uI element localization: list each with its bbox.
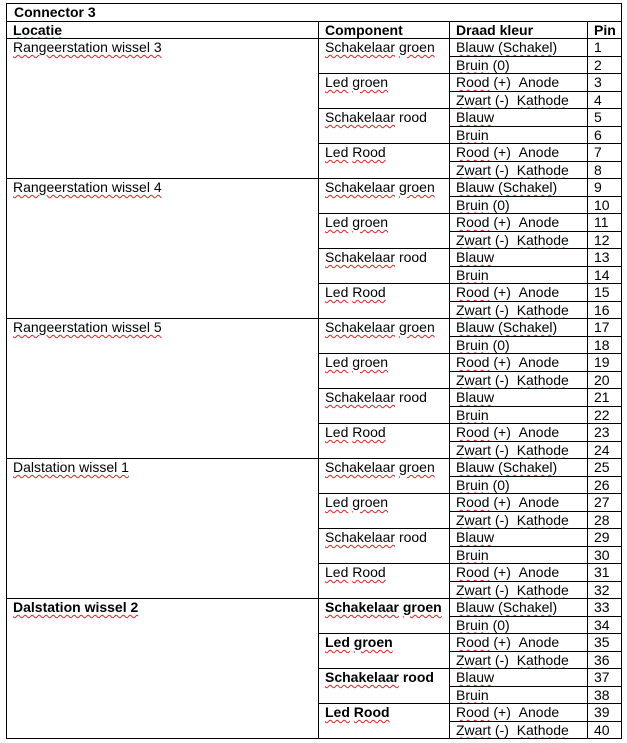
wire-color-label: Blauw (Schakel) bbox=[456, 459, 558, 475]
pin-cell: 5 bbox=[588, 109, 622, 127]
location-label: Rangeerstation wissel 4 bbox=[13, 179, 162, 195]
location-cell bbox=[7, 319, 319, 459]
pin-cell: 40 bbox=[588, 721, 622, 739]
wire-color-label: Zwart (-) Kathode bbox=[456, 441, 569, 458]
pin-cell: 25 bbox=[588, 459, 622, 477]
wire-color-cell bbox=[450, 144, 588, 162]
wire-color-cell bbox=[450, 686, 588, 704]
header-location bbox=[7, 21, 319, 39]
location-label: Rangeerstation wissel 5 bbox=[13, 319, 162, 335]
wire-color-label: Zwart (-) Kathode bbox=[456, 301, 569, 318]
wire-color-cell bbox=[450, 599, 588, 617]
table-row bbox=[7, 179, 622, 197]
pin-cell: 8 bbox=[588, 161, 622, 179]
component-cell bbox=[319, 109, 450, 144]
location-cell bbox=[7, 179, 319, 319]
pin-cell: 12 bbox=[588, 231, 622, 249]
wire-color-label: Rood (+) Anode bbox=[456, 214, 560, 230]
pin-cell: 9 bbox=[588, 179, 622, 197]
pin-cell: 10 bbox=[588, 196, 622, 214]
wire-color-cell bbox=[450, 266, 588, 284]
wire-color-cell bbox=[450, 231, 588, 249]
wire-color-label: Blauw bbox=[456, 109, 495, 125]
component-label: Schakelaar rood bbox=[325, 249, 427, 265]
wire-color-label: Blauw (Schakel) bbox=[456, 39, 558, 55]
wire-color-label: Blauw bbox=[456, 389, 495, 405]
wire-color-label: Bruin (0) bbox=[456, 336, 510, 353]
table-row bbox=[7, 319, 622, 337]
wire-color-label: Bruin (0) bbox=[456, 196, 510, 213]
pin-cell: 14 bbox=[588, 266, 622, 284]
component-cell bbox=[319, 704, 450, 739]
pin-cell: 27 bbox=[588, 494, 622, 512]
pin-cell: 4 bbox=[588, 91, 622, 109]
component-label: Led groen bbox=[325, 634, 393, 650]
wire-color-cell bbox=[450, 546, 588, 564]
component-label: Led groen bbox=[325, 214, 389, 230]
table-row bbox=[7, 39, 622, 57]
component-cell bbox=[319, 284, 450, 319]
component-cell bbox=[319, 529, 450, 564]
component-label: Schakelaar groen bbox=[325, 179, 435, 195]
wire-color-label: Bruin bbox=[456, 406, 489, 423]
location-cell bbox=[7, 39, 319, 179]
wire-color-label: Rood (+) Anode bbox=[456, 564, 560, 580]
wire-color-label: Rood (+) Anode bbox=[456, 74, 560, 90]
component-cell bbox=[319, 424, 450, 459]
pin-cell: 38 bbox=[588, 686, 622, 704]
wire-color-cell bbox=[450, 354, 588, 372]
wire-color-cell bbox=[450, 74, 588, 92]
component-cell bbox=[319, 74, 450, 109]
header-pin: Pin bbox=[588, 21, 622, 39]
wire-color-label: Rood (+) Anode bbox=[456, 424, 560, 440]
table-body bbox=[7, 39, 622, 739]
wire-color-cell bbox=[450, 564, 588, 582]
pin-cell: 34 bbox=[588, 616, 622, 634]
wire-color-cell bbox=[450, 651, 588, 669]
wire-color-label: Zwart (-) Kathode bbox=[456, 721, 569, 738]
pin-cell: 17 bbox=[588, 319, 622, 337]
pin-cell: 31 bbox=[588, 564, 622, 582]
location-cell bbox=[7, 459, 319, 599]
pin-cell: 29 bbox=[588, 529, 622, 547]
wire-color-cell bbox=[450, 581, 588, 599]
wire-color-label: Bruin bbox=[456, 266, 489, 283]
pin-cell: 22 bbox=[588, 406, 622, 424]
pin-cell: 39 bbox=[588, 704, 622, 722]
header-component: Component bbox=[319, 21, 450, 39]
wire-color-label: Blauw (Schakel) bbox=[456, 599, 558, 615]
table-title: Connector 3 bbox=[7, 4, 622, 22]
component-cell bbox=[319, 599, 450, 634]
wire-color-label: Rood (+) Anode bbox=[456, 284, 560, 300]
component-cell bbox=[319, 249, 450, 284]
pin-cell: 32 bbox=[588, 581, 622, 599]
component-cell bbox=[319, 564, 450, 599]
component-cell bbox=[319, 144, 450, 179]
component-cell bbox=[319, 39, 450, 74]
wire-color-label: Zwart (-) Kathode bbox=[456, 651, 569, 668]
wire-color-cell bbox=[450, 249, 588, 267]
wire-color-cell bbox=[450, 441, 588, 459]
component-cell bbox=[319, 634, 450, 669]
component-label: Schakelaar groen bbox=[325, 599, 442, 615]
pin-cell: 28 bbox=[588, 511, 622, 529]
pin-cell: 33 bbox=[588, 599, 622, 617]
connector-table bbox=[6, 3, 622, 739]
wire-color-label: Zwart (-) Kathode bbox=[456, 161, 569, 178]
component-label: Led groen bbox=[325, 354, 389, 370]
wire-color-cell bbox=[450, 616, 588, 634]
wire-color-label: Bruin bbox=[456, 686, 489, 703]
wire-color-cell bbox=[450, 39, 588, 57]
wire-color-label: Bruin bbox=[456, 546, 489, 563]
component-cell bbox=[319, 669, 450, 704]
wire-color-cell bbox=[450, 319, 588, 337]
component-cell bbox=[319, 179, 450, 214]
wire-color-cell bbox=[450, 389, 588, 407]
pin-cell: 20 bbox=[588, 371, 622, 389]
component-label: Led Rood bbox=[325, 424, 386, 440]
header-row bbox=[7, 21, 622, 39]
pin-cell: 18 bbox=[588, 336, 622, 354]
component-label: Schakelaar groen bbox=[325, 459, 435, 475]
wire-color-label: Zwart (-) Kathode bbox=[456, 581, 569, 598]
wire-color-cell bbox=[450, 371, 588, 389]
pin-cell: 21 bbox=[588, 389, 622, 407]
wire-color-cell bbox=[450, 214, 588, 232]
component-cell bbox=[319, 459, 450, 494]
component-label: Schakelaar rood bbox=[325, 529, 427, 545]
wire-color-cell bbox=[450, 406, 588, 424]
component-label: Led Rood bbox=[325, 144, 386, 160]
wire-color-cell bbox=[450, 511, 588, 529]
wire-color-label: Zwart (-) Kathode bbox=[456, 511, 569, 528]
table-row bbox=[7, 599, 622, 617]
location-label: Rangeerstation wissel 3 bbox=[13, 39, 162, 55]
wire-color-cell bbox=[450, 126, 588, 144]
component-label: Led groen bbox=[325, 74, 389, 90]
wire-color-label: Rood (+) Anode bbox=[456, 494, 560, 510]
component-cell bbox=[319, 354, 450, 389]
pin-cell: 23 bbox=[588, 424, 622, 442]
component-label: Led Rood bbox=[325, 284, 386, 300]
component-label: Schakelaar rood bbox=[325, 389, 427, 405]
wire-color-cell bbox=[450, 424, 588, 442]
component-label: Led Rood bbox=[325, 704, 390, 720]
wire-color-cell bbox=[450, 196, 588, 214]
wire-color-label: Blauw bbox=[456, 529, 495, 545]
pin-cell: 6 bbox=[588, 126, 622, 144]
wire-color-cell bbox=[450, 459, 588, 477]
wire-color-label: Blauw bbox=[456, 669, 495, 685]
wire-color-label: Rood (+) Anode bbox=[456, 704, 560, 720]
pin-cell: 16 bbox=[588, 301, 622, 319]
wire-color-label: Rood (+) Anode bbox=[456, 634, 560, 650]
wire-color-cell bbox=[450, 704, 588, 722]
wire-color-label: Bruin (0) bbox=[456, 616, 510, 633]
location-cell bbox=[7, 599, 319, 739]
wire-color-cell bbox=[450, 336, 588, 354]
table-row bbox=[7, 459, 622, 477]
wire-color-label: Zwart (-) Kathode bbox=[456, 371, 569, 388]
wire-color-label: Bruin bbox=[456, 126, 489, 143]
wire-color-cell bbox=[450, 179, 588, 197]
wire-color-label: Rood (+) Anode bbox=[456, 144, 560, 160]
pin-cell: 3 bbox=[588, 74, 622, 92]
component-cell bbox=[319, 389, 450, 424]
component-label: Schakelaar rood bbox=[325, 109, 427, 125]
wire-color-cell bbox=[450, 161, 588, 179]
wire-color-label: Bruin (0) bbox=[456, 476, 510, 493]
component-label: Led Rood bbox=[325, 564, 386, 580]
wire-color-cell bbox=[450, 56, 588, 74]
component-cell bbox=[319, 494, 450, 529]
wire-color-label: Blauw (Schakel) bbox=[456, 319, 558, 335]
pin-cell: 1 bbox=[588, 39, 622, 57]
wire-color-label: Rood (+) Anode bbox=[456, 354, 560, 370]
component-label: Schakelaar rood bbox=[325, 669, 434, 685]
pin-cell: 13 bbox=[588, 249, 622, 267]
wire-color-label: Zwart (-) Kathode bbox=[456, 91, 569, 108]
component-label: Schakelaar groen bbox=[325, 39, 435, 55]
location-label: Dalstation wissel 2 bbox=[13, 599, 139, 615]
wire-color-cell bbox=[450, 301, 588, 319]
pin-cell: 15 bbox=[588, 284, 622, 302]
title-row bbox=[7, 4, 622, 22]
pin-cell: 19 bbox=[588, 354, 622, 372]
wire-color-cell bbox=[450, 91, 588, 109]
component-label: Schakelaar groen bbox=[325, 319, 435, 335]
wire-color-cell bbox=[450, 284, 588, 302]
component-cell bbox=[319, 214, 450, 249]
pin-cell: 26 bbox=[588, 476, 622, 494]
wire-color-cell bbox=[450, 721, 588, 739]
wire-color-label: Zwart (-) Kathode bbox=[456, 231, 569, 248]
header-location-label: Locatie bbox=[13, 21, 63, 38]
pin-cell: 30 bbox=[588, 546, 622, 564]
pin-cell: 37 bbox=[588, 669, 622, 687]
wire-color-cell bbox=[450, 109, 588, 127]
wire-color-cell bbox=[450, 529, 588, 547]
wire-color-label: Blauw bbox=[456, 249, 495, 265]
pin-cell: 24 bbox=[588, 441, 622, 459]
pin-cell: 11 bbox=[588, 214, 622, 232]
wire-color-label: Blauw (Schakel) bbox=[456, 179, 558, 195]
component-cell bbox=[319, 319, 450, 354]
connector-document bbox=[6, 3, 621, 739]
component-label: Led groen bbox=[325, 494, 389, 510]
header-wire-color: Draad kleur bbox=[450, 21, 588, 39]
location-label: Dalstation wissel 1 bbox=[13, 459, 129, 475]
wire-color-cell bbox=[450, 634, 588, 652]
pin-cell: 7 bbox=[588, 144, 622, 162]
wire-color-cell bbox=[450, 669, 588, 687]
pin-cell: 35 bbox=[588, 634, 622, 652]
pin-cell: 36 bbox=[588, 651, 622, 669]
wire-color-label: Bruin (0) bbox=[456, 56, 510, 73]
wire-color-cell bbox=[450, 494, 588, 512]
pin-cell: 2 bbox=[588, 56, 622, 74]
wire-color-cell bbox=[450, 476, 588, 494]
